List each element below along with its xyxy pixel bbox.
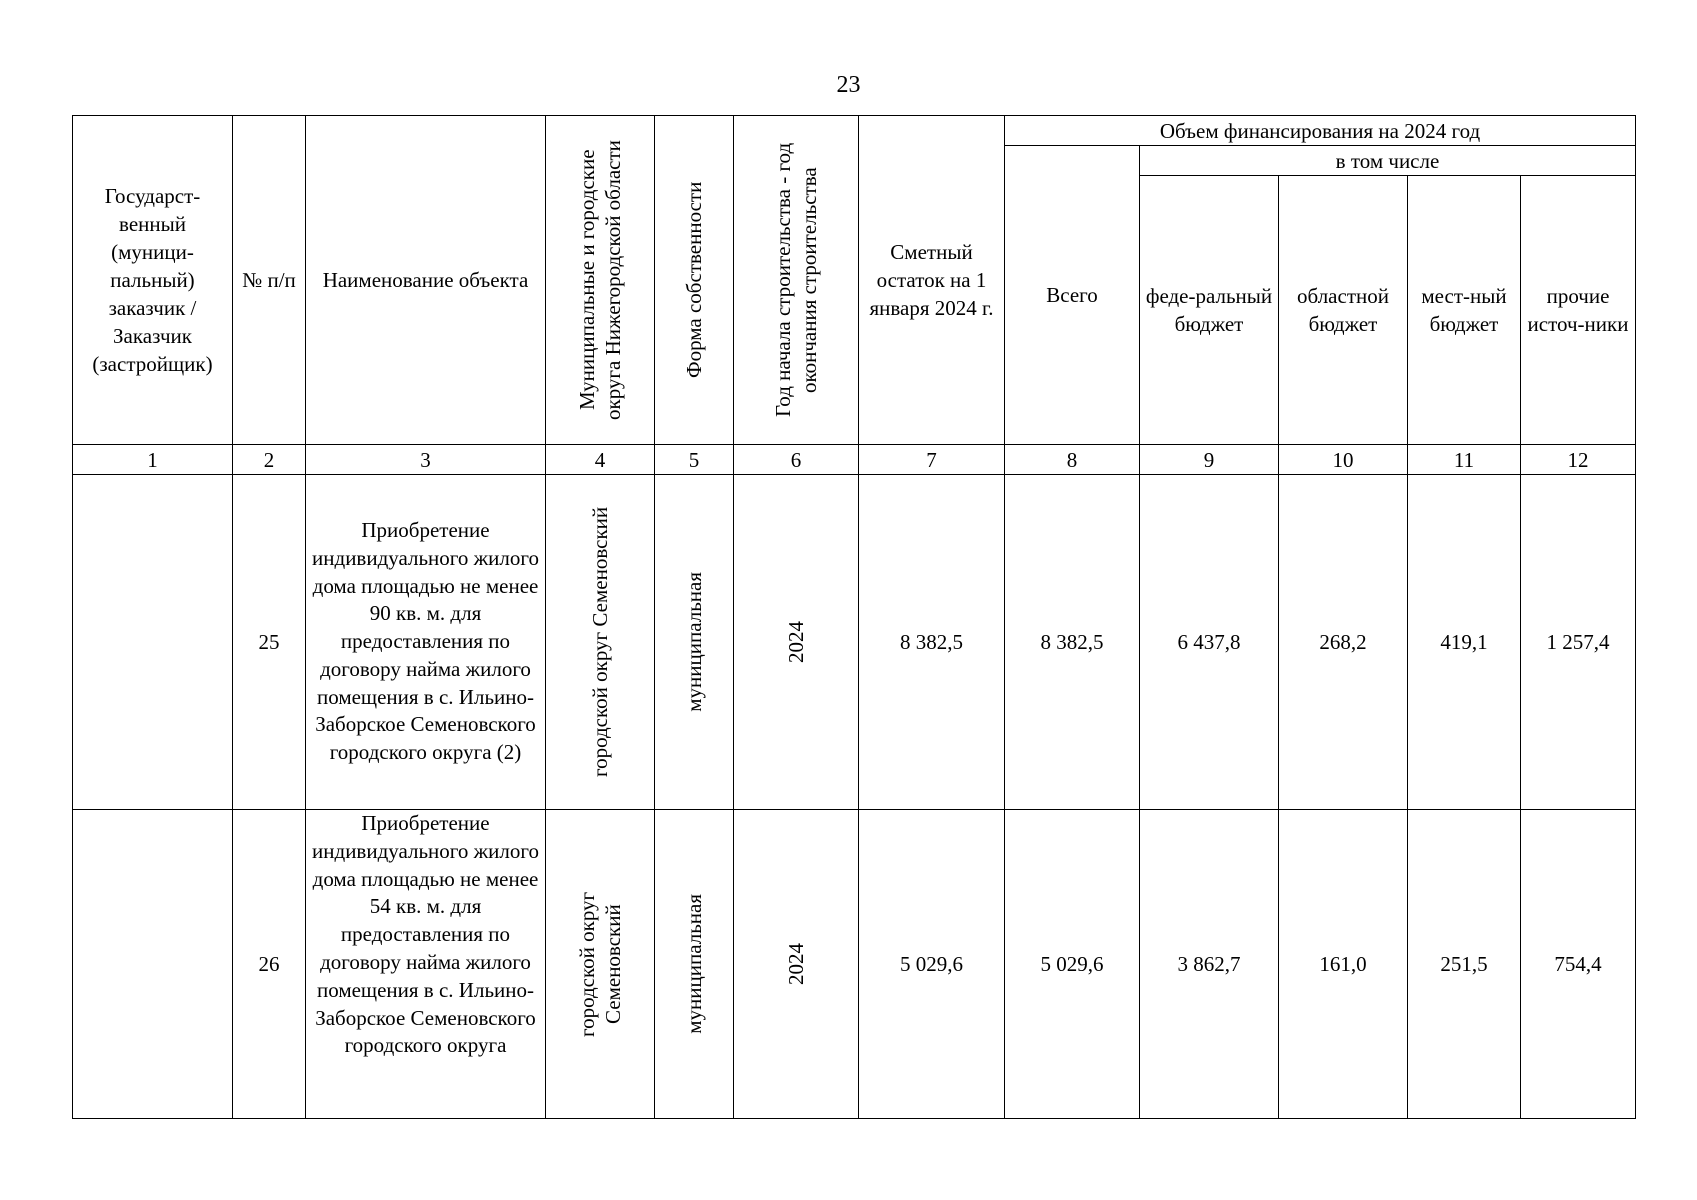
cell-number: 26 [233, 810, 306, 1119]
cell-ownership: муниципальная [655, 810, 734, 1119]
header-number: № п/п [233, 116, 306, 445]
header-object-name: Наименование объекта [306, 116, 546, 445]
column-number: 10 [1279, 445, 1408, 475]
cell-customer [73, 475, 233, 810]
cell-ownership: муниципальная [655, 475, 734, 810]
cell-other: 754,4 [1521, 810, 1636, 1119]
column-numbers-row [73, 445, 1636, 475]
header-ownership: Форма собственности [655, 116, 734, 445]
header-row [73, 116, 1636, 146]
column-number: 7 [859, 445, 1005, 475]
cell-total: 5 029,6 [1005, 810, 1140, 1119]
cell-local: 419,1 [1408, 475, 1521, 810]
financing-table [72, 115, 1636, 1119]
column-number: 8 [1005, 445, 1140, 475]
cell-local: 251,5 [1408, 810, 1521, 1119]
cell-number: 25 [233, 475, 306, 810]
cell-years: 2024 [734, 810, 859, 1119]
cell-total: 8 382,5 [1005, 475, 1140, 810]
cell-object-name: Приобретение индивидуального жилого дома площадью не менее 90 кв. м. для предоставления по договору найма жилого помещения в с. Ильино-Заборское Семеновского городского округа (2) [306, 475, 546, 810]
column-number: 2 [233, 445, 306, 475]
header-federal: феде-ральный бюджет [1140, 176, 1279, 445]
table-row [73, 475, 1636, 810]
page-number: 23 [836, 72, 861, 98]
column-number: 11 [1408, 445, 1521, 475]
column-number: 5 [655, 445, 734, 475]
table-row [73, 810, 1636, 1119]
cell-estimate-balance: 8 382,5 [859, 475, 1005, 810]
column-number: 6 [734, 445, 859, 475]
cell-customer [73, 810, 233, 1119]
column-number: 3 [306, 445, 546, 475]
header-customer: Государст-венный (муници-пальный) заказчик / Заказчик (застройщик) [73, 116, 233, 445]
header-other: прочие источ-ники [1521, 176, 1636, 445]
cell-other: 1 257,4 [1521, 475, 1636, 810]
header-local: мест-ный бюджет [1408, 176, 1521, 445]
cell-object-name: Приобретение индивидуального жилого дома площадью не менее 54 кв. м. для предоставления по договору найма жилого помещения в с. Ильино-Заборское Семеновского городского округа [306, 810, 546, 1119]
cell-municipality: городской округ Семеновский [546, 810, 655, 1119]
cell-municipality: городской округ Семеновский [546, 475, 655, 810]
cell-regional: 161,0 [1279, 810, 1408, 1119]
cell-regional: 268,2 [1279, 475, 1408, 810]
header-municipality: Муниципальные и городские округа Нижегородской области [546, 116, 655, 445]
header-funding-group: Объем финансирования на 2024 год [1005, 116, 1636, 146]
column-number: 9 [1140, 445, 1279, 475]
cell-estimate-balance: 5 029,6 [859, 810, 1005, 1119]
header-estimate-balance: Сметный остаток на 1 января 2024 г. [859, 116, 1005, 445]
cell-federal: 6 437,8 [1140, 475, 1279, 810]
header-regional: областной бюджет [1279, 176, 1408, 445]
header-including: в том числе [1140, 146, 1636, 176]
column-number: 4 [546, 445, 655, 475]
cell-federal: 3 862,7 [1140, 810, 1279, 1119]
header-years: Год начала строительства - год окончания строительства [734, 116, 859, 445]
column-number: 1 [73, 445, 233, 475]
cell-years: 2024 [734, 475, 859, 810]
header-total: Всего [1005, 146, 1140, 445]
column-number: 12 [1521, 445, 1636, 475]
